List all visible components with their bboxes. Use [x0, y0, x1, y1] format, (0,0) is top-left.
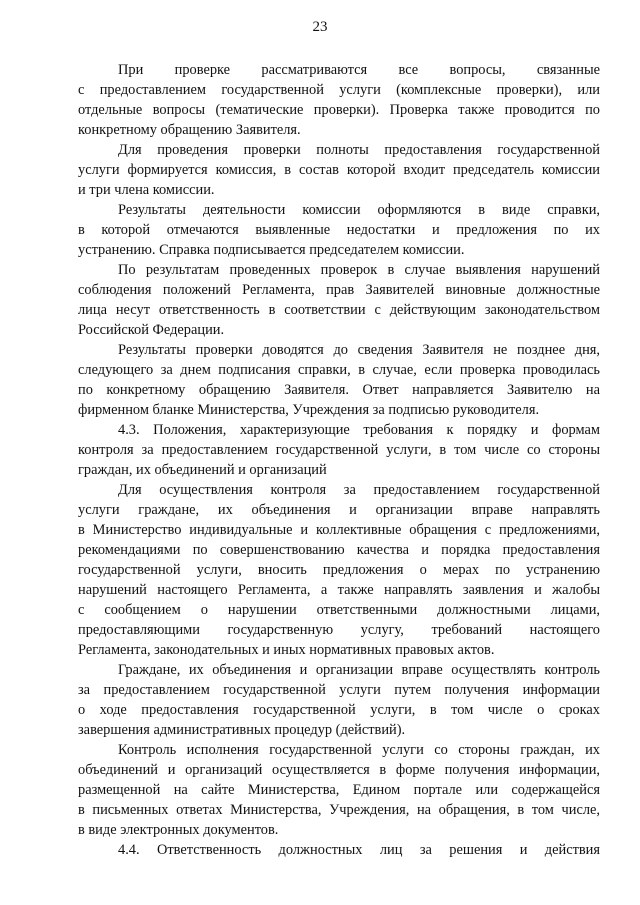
text-line: следующего за днем подписания справки, в случае, если проверка проводилась [78, 362, 600, 378]
text-line: Для осуществления контроля за предоставлением государственной [118, 482, 600, 498]
text-line: услуги формируется комиссия, в состав которой входит председатель комиссии [78, 162, 600, 178]
text-line: за предоставлением государственной услуги путем получения информации [78, 682, 600, 698]
text-line: о ходе предоставления государственной услуги, в том числе о сроках [78, 702, 600, 718]
text-line: лица несут ответственность в соответствии с действующим законодательством [78, 302, 600, 318]
paragraph [78, 340, 600, 420]
text-line: по конкретному обращению Заявителя. Ответ направляется Заявителю на [78, 382, 600, 398]
paragraph [78, 840, 600, 860]
text-line: Граждане, их объединения и организации вправе осуществлять контроль [118, 662, 600, 678]
text-line: в которой отмечаются выявленные недостатки и предложения по их [78, 222, 600, 238]
text-line: в письменных ответах Министерства, Учреждения, на обращения, в том числе, [78, 802, 600, 818]
document-body [78, 60, 600, 860]
text-line: контроля за предоставлением государственной услуги, в том числе со стороны [78, 442, 600, 458]
text-line: Контроль исполнения государственной услуги со стороны граждан, их [118, 742, 600, 758]
text-line: рекомендациями по совершенствованию качества и порядка предоставления [78, 542, 600, 558]
text-line: с предоставлением государственной услуги (комплексные проверки), или [78, 82, 600, 98]
paragraph [78, 660, 600, 740]
text-line: отдельные вопросы (тематические проверки). Проверка также проводится по [78, 102, 600, 118]
text-line: фирменном бланке Министерства, Учреждения за подписью руководителя. [78, 402, 540, 418]
paragraph [78, 200, 600, 260]
text-line: устранению. Справка подписывается председателем комиссии. [78, 242, 465, 258]
text-line: объединений и организаций осуществляется в форме получения информации, [78, 762, 600, 778]
text-line: При проверке рассматриваются все вопросы, связанные [118, 62, 600, 78]
text-line: Российской Федерации. [78, 322, 225, 338]
paragraph [78, 740, 600, 840]
text-line: в виде электронных документов. [78, 822, 279, 838]
text-line: соблюдения положений Регламента, прав Заявителей виновные должностные [78, 282, 600, 298]
text-line: и три члена комиссии. [78, 182, 215, 198]
paragraph [78, 480, 600, 660]
text-line: Результаты деятельности комиссии оформляются в виде справки, [118, 202, 600, 218]
paragraph [78, 60, 600, 140]
text-line: Результаты проверки доводятся до сведения Заявителя не позднее дня, [118, 342, 600, 358]
text-line: 4.4. Ответственность должностных лиц за решения и действия [118, 842, 600, 858]
text-line: Для проведения проверки полноты предоставления государственной [118, 142, 600, 158]
text-line: предоставляющими государственную услугу, требований настоящего [78, 622, 600, 638]
text-line: с сообщением о нарушении ответственными должностными лицами, [78, 602, 600, 618]
text-line: 4.3. Положения, характеризующие требования к порядку и формам [118, 422, 600, 438]
paragraph [78, 140, 600, 200]
text-line: По результатам проведенных проверок в случае выявления нарушений [118, 262, 600, 278]
page-number: 23 [312, 19, 328, 35]
text-line: завершения административных процедур (действий). [78, 722, 406, 738]
text-line: нарушений настоящего Регламента, а также направлять заявления и жалобы [78, 582, 600, 598]
paragraph [78, 260, 600, 340]
text-line: государственной услуги, вносить предложения о мерах по устранению [78, 562, 600, 578]
text-line: в Министерство индивидуальные и коллективные обращения с предложениями, [78, 522, 600, 538]
text-line: граждан, их объединений и организаций [78, 462, 327, 478]
text-line: Регламента, законодательных и иных нормативных правовых актов. [78, 642, 495, 658]
text-line: конкретному обращению Заявителя. [78, 122, 301, 138]
text-line: услуги граждане, их объединения и организации вправе направлять [78, 502, 600, 518]
paragraph [78, 420, 600, 480]
text-line: размещенной на сайте Министерства, Едином портале или содержащейся [78, 782, 600, 798]
